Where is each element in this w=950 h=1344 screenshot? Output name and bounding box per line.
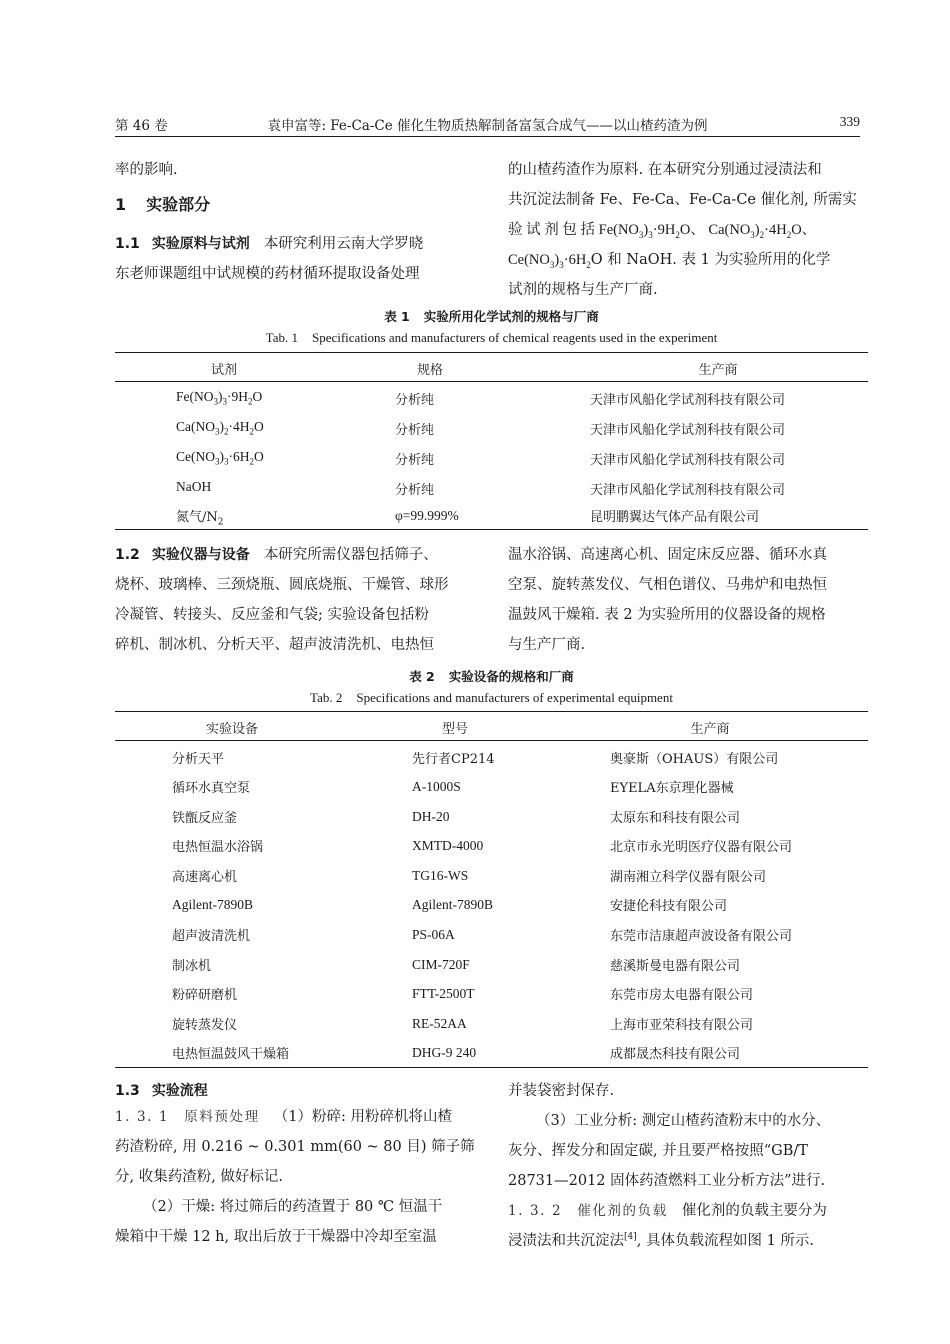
- subscript: 2: [248, 396, 253, 407]
- para-line: [508, 245, 868, 275]
- section-title: 实验部分: [146, 195, 211, 214]
- table-row-maker: 天津市风船化学试剂科技有限公司: [590, 453, 786, 468]
- table-row-equipment: 制冰机: [172, 959, 212, 974]
- table-row-equipment: 电热恒温水浴锅: [172, 840, 264, 855]
- formula-part: ): [643, 222, 649, 238]
- formula-part: O、: [791, 222, 817, 238]
- intro-fragment: [115, 155, 475, 185]
- subscript: 2: [217, 517, 224, 528]
- table2-title-cn: 实验设备的规格和厂商: [448, 669, 574, 684]
- table1-label-en: Tab. 1: [265, 330, 298, 345]
- para-line: 东老师课题组中试规模的药材循环提取设备处理: [115, 266, 420, 282]
- para-line: （2）干燥: 将过筛后的药渣置于 80 ℃ 恒温干: [143, 1199, 443, 1215]
- table-row-reagent: [176, 419, 264, 435]
- subsubsection-heading: 1. 3. 1 原料预处理: [115, 1109, 260, 1125]
- formula-part: O: [254, 449, 264, 464]
- formula-part: ): [219, 419, 224, 434]
- para-line: 共沉淀法制备 Fe、Fe-Ca、Fe-Ca-Ce 催化剂, 所需实: [508, 192, 857, 208]
- formula-part: O、 Ca(NO: [679, 222, 751, 238]
- table-row-equipment: 旋转蒸发仪: [172, 1018, 238, 1033]
- formula-part: ·4H: [764, 222, 787, 238]
- table-row-model: CIM-720F: [412, 957, 470, 972]
- citation-ref: [4]: [624, 1232, 637, 1243]
- para-line: 空泵、旋转蒸发仪、气相色谱仪、马弗炉和电热恒: [508, 577, 827, 593]
- subscript: 3: [559, 259, 564, 270]
- section-number: 1: [115, 195, 127, 214]
- para-text: , 具体负载流程如图 1 所示.: [636, 1233, 815, 1249]
- table-row-model: FTT-2500T: [412, 986, 475, 1001]
- table1-header-reagent: 试剂: [210, 363, 238, 378]
- subscript: 3: [648, 229, 653, 240]
- table-row-equipment: 超声波清洗机: [172, 929, 251, 944]
- subsection-title: 实验流程: [151, 1083, 208, 1099]
- para-line: （3）工业分析: 测定山楂药渣粉末中的水分、: [536, 1113, 831, 1129]
- table-row-model: A-1000S: [412, 779, 461, 794]
- table-row-spec: 分析纯: [395, 483, 435, 498]
- subscript: 3: [224, 456, 229, 467]
- running-title: 袁申富等: Fe-Ca-Ce 催化生物质热解制备富氢合成气——以山楂药渣为例: [267, 118, 708, 134]
- section-1-2-paragraph-col1: [115, 540, 475, 660]
- table-row-model: DH-20: [412, 809, 450, 824]
- table2-bottom-rule: [115, 1067, 868, 1068]
- table1-label-cn: 表 1: [384, 309, 410, 324]
- table-row-maker: 东莞市房太电器有限公司: [610, 988, 754, 1003]
- subsection-heading: [115, 1083, 208, 1099]
- table-row-maker: EYELA东京理化器械: [610, 781, 734, 796]
- table-row-model: 先行者CP214: [412, 752, 495, 767]
- formula-part: ·6H: [228, 449, 250, 464]
- table-row-model: RE-52AA: [412, 1016, 467, 1031]
- para-text: 催化剂的负载主要分为: [681, 1203, 827, 1219]
- para-line: [115, 229, 475, 259]
- section-1-3-paragraph-col2: [508, 1076, 868, 1256]
- section-heading: [115, 192, 210, 215]
- table2-header-maker: 生产商: [690, 722, 730, 737]
- table1-header-spec: 规格: [416, 363, 444, 378]
- table-row-maker: 昆明鹏翼达气体产品有限公司: [590, 510, 760, 525]
- para-line: [115, 540, 475, 570]
- para-line: 灰分、挥发分和固定碳, 并且要严格按照“GB/T: [508, 1143, 808, 1159]
- column2-top-paragraph: [508, 155, 868, 305]
- section-1-3-paragraph-col1: [115, 1076, 475, 1252]
- table-row-equipment: 高速离心机: [172, 870, 238, 885]
- table1-caption-en: [115, 330, 868, 346]
- para-line: 温水浴锅、高速离心机、固定床反应器、循环水真: [508, 547, 827, 563]
- subsection-heading: [115, 236, 250, 252]
- formula-part: 氮气/N: [176, 510, 218, 525]
- table-row-equipment: 电热恒温鼓风干燥箱: [172, 1047, 290, 1062]
- formula-part: ·9H: [227, 389, 248, 404]
- section-1-2-paragraph-col2: [508, 540, 868, 660]
- running-header: [115, 112, 860, 136]
- table2-title-en: Specifications and manufacturers of experimental equipment: [356, 690, 673, 705]
- table-row-equipment: 循环水真空泵: [172, 781, 251, 796]
- formula-text: [508, 252, 591, 268]
- table-row-equipment: 粉碎研磨机: [172, 988, 238, 1003]
- formula-part: Ce(NO: [176, 449, 215, 464]
- table2-label-cn: 表 2: [409, 669, 435, 684]
- para-line: 药渣粉碎, 用 0.216 ~ 0.301 mm(60 ~ 80 目) 筛子筛: [115, 1139, 475, 1155]
- table2-header-model: 型号: [441, 722, 469, 737]
- volume-label: 第 46 卷: [115, 118, 168, 134]
- formula-part: Ca(NO: [176, 419, 215, 434]
- table-row-model: TG16-WS: [412, 868, 469, 883]
- formula-text: [508, 222, 816, 238]
- section-1-1-paragraph: [115, 229, 475, 289]
- table-row-maker: 慈溪斯曼电器有限公司: [610, 959, 741, 974]
- para-text: 本研究所需仪器包括筛子、: [263, 547, 438, 563]
- table2-caption-cn: [115, 667, 868, 685]
- formula-part: O: [252, 389, 263, 404]
- para-line: 28731—2012 固体药渣燃料工业分析方法”进行.: [508, 1173, 826, 1189]
- table-row-maker: 天津市风船化学试剂科技有限公司: [590, 483, 786, 498]
- subscript: 3: [222, 396, 227, 407]
- table-row-reagent: NaOH: [176, 479, 212, 494]
- subscript: 3: [215, 426, 220, 437]
- subscript: 2: [249, 426, 254, 437]
- table-row-model: PS-06A: [412, 927, 455, 942]
- subscript: 3: [638, 229, 644, 240]
- formula-part: ): [554, 252, 560, 268]
- table-row-model: XMTD-4000: [412, 838, 484, 853]
- para-line: 冷凝管、转接头、反应釜和气袋; 实验设备包括粉: [115, 607, 429, 623]
- subscript: 2: [224, 426, 229, 437]
- para-line: 烧杯、玻璃棒、三颈烧瓶、圆底烧瓶、干燥管、球形: [115, 577, 449, 593]
- table-row-maker: 奥豪斯（OHAUS）有限公司: [610, 752, 779, 767]
- subsection-title: 实验原料与试剂: [151, 236, 250, 252]
- table-row-reagent: [176, 506, 224, 528]
- subsection-number: 1.1: [115, 236, 140, 252]
- para-line: 试剂的规格与生产厂商.: [508, 282, 658, 298]
- formula-part: Ce(NO: [508, 252, 550, 268]
- para-line: 燥箱中干燥 12 h, 取出后放于干燥器中冷却至室温: [115, 1229, 437, 1245]
- para-line: [508, 1196, 868, 1226]
- formula-part: 验 试 剂 包 括 Fe(NO: [508, 222, 639, 238]
- subscript: 2: [586, 259, 591, 270]
- table1-header-maker: 生产商: [698, 363, 738, 378]
- formula-part: ·6H: [563, 252, 587, 268]
- table1-title-cn: 实验所用化学试剂的规格与厂商: [423, 309, 599, 324]
- para-line: [508, 1226, 868, 1256]
- para-line: 并装袋密封保存.: [508, 1083, 615, 1099]
- para-line: 温鼓风干燥箱. 表 2 为实验所用的仪器设备的规格: [508, 607, 826, 623]
- subscript: 2: [249, 456, 254, 467]
- table-row-maker: 湖南湘立科学仪器有限公司: [610, 870, 767, 885]
- table1-header-rule: [115, 381, 868, 382]
- formula-part: ): [219, 449, 224, 464]
- formula-part: ): [218, 389, 223, 404]
- formula-part: ): [754, 222, 760, 238]
- table-row-maker: 东莞市洁康超声波设备有限公司: [610, 929, 793, 944]
- para-line: 分, 收集药渣粉, 做好标记.: [115, 1169, 284, 1185]
- table-row-maker: 天津市风船化学试剂科技有限公司: [590, 393, 786, 408]
- table-row-reagent: [176, 449, 264, 465]
- para-line: 的山楂药渣作为原料. 在本研究分别通过浸渍法和: [508, 162, 822, 178]
- subsection-heading: [115, 547, 250, 563]
- subscript: 2: [759, 229, 765, 240]
- subsection-title: 实验仪器与设备: [151, 547, 250, 563]
- header-rule: [115, 136, 860, 137]
- table1-top-rule: [115, 352, 868, 353]
- table2-caption-en: [115, 690, 868, 706]
- table-row-equipment: Agilent-7890B: [172, 897, 253, 912]
- subscript: 3: [213, 396, 218, 407]
- table-row-spec: 分析纯: [395, 393, 435, 408]
- table2-header-equipment: 实验设备: [205, 722, 259, 737]
- table-row-equipment: 分析天平: [172, 752, 225, 767]
- subscript: 3: [215, 456, 220, 467]
- para-text: 本研究利用云南大学罗晓: [263, 236, 424, 252]
- intro-text: 率的影响.: [115, 162, 178, 178]
- table1-caption-cn: [115, 307, 868, 325]
- table2-top-rule: [115, 711, 868, 712]
- table1-title-en: Specifications and manufacturers of chemical reagents used in the experiment: [311, 330, 718, 345]
- table-row-model: Agilent-7890B: [412, 897, 493, 912]
- subsection-number: 1.3: [115, 1083, 140, 1099]
- formula-part: Fe(NO: [176, 389, 214, 404]
- subsubsection-heading: 1. 3. 2 催化剂的负载: [508, 1203, 668, 1219]
- subscript: 2: [786, 229, 792, 240]
- table-row-maker: 太原东和科技有限公司: [610, 811, 741, 826]
- table-row-maker: 天津市风船化学试剂科技有限公司: [590, 423, 786, 438]
- formula-part: O: [254, 419, 264, 434]
- formula-part: O 和 NaOH. 表 1 为实验所用的化学: [590, 252, 831, 268]
- para-line: 与生产厂商.: [508, 637, 586, 653]
- table-row-spec: φ=99.999%: [395, 508, 459, 523]
- subscript: 3: [750, 229, 755, 240]
- formula-part: ·4H: [228, 419, 250, 434]
- para-line: 碎机、制冰机、分析天平、超声波清洗机、电热恒: [115, 637, 434, 653]
- table-row-spec: 分析纯: [395, 423, 435, 438]
- para-line: [115, 1102, 475, 1132]
- table-row-model: DHG-9 240: [412, 1045, 477, 1060]
- table-row-reagent: [176, 389, 262, 405]
- subscript: 2: [675, 229, 680, 240]
- table-row-maker: 北京市永光明医疗仪器有限公司: [610, 840, 793, 855]
- table-row-maker: 上海市亚荣科技有限公司: [610, 1018, 754, 1033]
- table-row-maker: 成都晟杰科技有限公司: [610, 1047, 741, 1062]
- formula-part: ·9H: [652, 222, 676, 238]
- para-text: 浸渍法和共沉淀法: [508, 1233, 624, 1249]
- table-row-spec: 分析纯: [395, 453, 435, 468]
- table-row-maker: 安捷伦科技有限公司: [610, 899, 728, 914]
- para-line: [508, 215, 868, 245]
- para-text: （1）粉碎: 用粉碎机将山楂: [273, 1109, 452, 1125]
- subscript: 3: [549, 259, 555, 270]
- table1-bottom-rule: [115, 529, 868, 530]
- table2-label-en: Tab. 2: [310, 690, 343, 705]
- subsection-number: 1.2: [115, 547, 140, 563]
- table2-header-rule: [115, 740, 868, 741]
- table-row-equipment: 铁甑反应釜: [172, 811, 238, 826]
- page-number: 339: [839, 114, 860, 129]
